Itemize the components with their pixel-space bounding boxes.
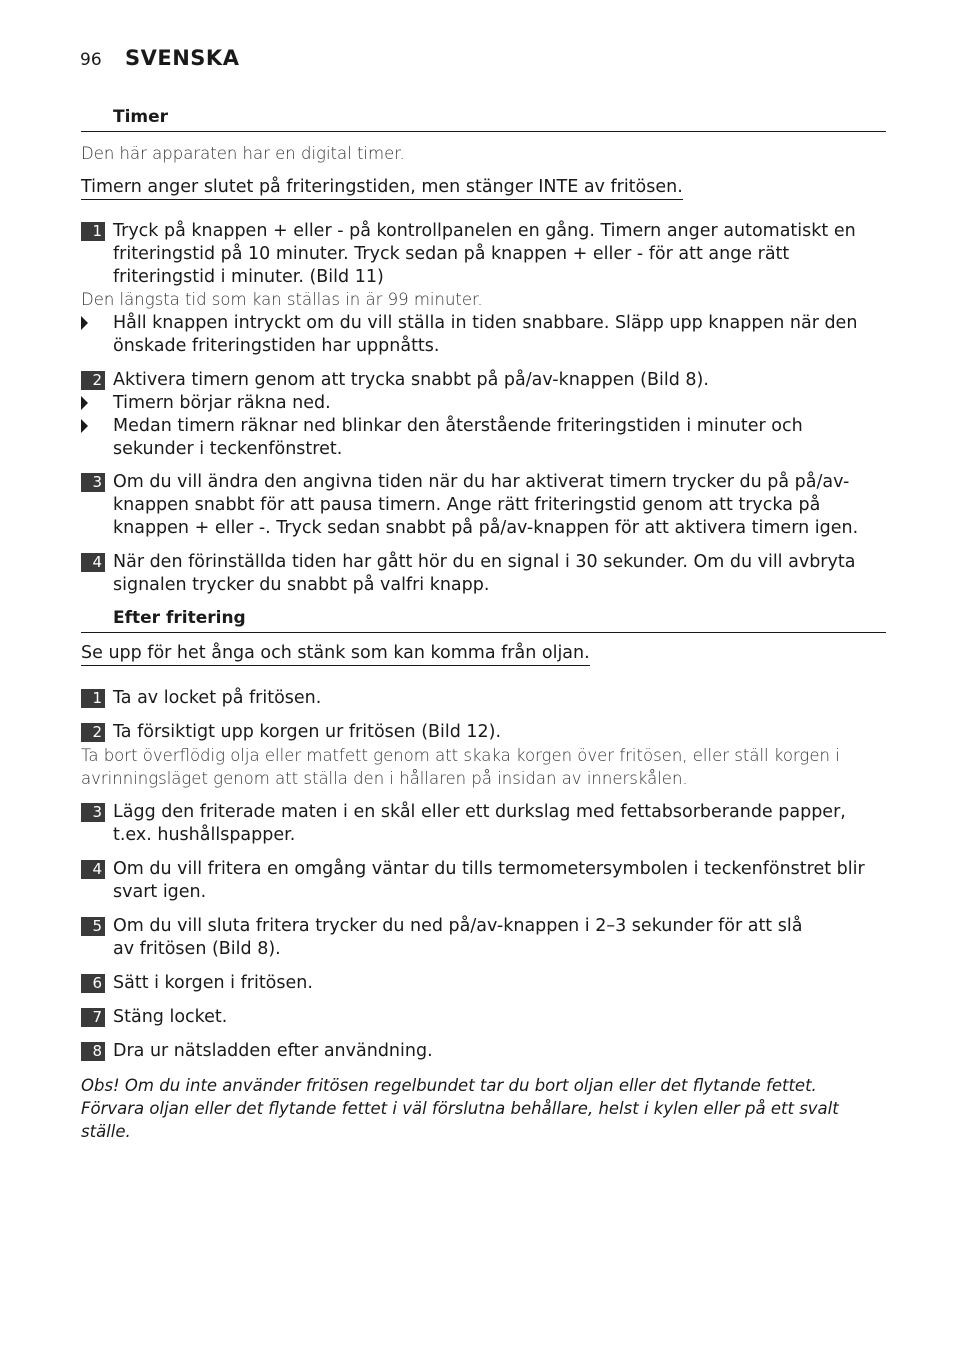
bullet-text: Medan timern räknar ned blinkar den återstående friteringstiden i minuter och sekunder i teckenfönstret. [113,416,803,459]
timer-note: Den längsta tid som kan ställas in är 99 minuter. [81,290,483,309]
timer-warning: Timern anger slutet på friteringstiden, men stänger INTE av fritösen. [81,176,683,200]
after-step-2 [81,721,891,744]
step-text: Dra ur nätsladden efter användning. [113,1041,433,1061]
step-number: 6 [81,974,105,993]
after-step-7 [81,1006,891,1029]
step-text: Aktivera timern genom att trycka snabbt på på/av-knappen (Bild 8). [113,370,709,390]
page-number: 96 [80,50,102,70]
bullet-icon [81,419,88,433]
timer-bullet-2 [81,392,891,415]
timer-step-1 [81,220,891,290]
step-text: Ta försiktigt upp korgen ur fritösen (Bild 12). [113,722,502,742]
step-number: 7 [81,1008,105,1027]
after-note: Ta bort överflödig olja eller matfett genom att skaka korgen över fritösen, eller ställ korgen i avrinningsläget genom att ställa den i hållaren på insidan av innerskålen. [81,746,840,788]
after-step-8 [81,1040,891,1063]
step-number: 3 [81,803,105,822]
obs-note: Obs! Om du inte använder fritösen regelbundet tar du bort oljan eller det flytande fettet. Förvara oljan eller det flytande fettet i väl förslutna behållare, helst i kylen eller på ett svalt ställe. [81,1076,839,1141]
step-text: Sätt i korgen i fritösen. [113,973,313,993]
step-number: 2 [81,371,105,390]
bullet-icon [81,396,88,410]
timer-step-3 [81,471,891,540]
bullet-text: Håll knappen intryckt om du vill ställa in tiden snabbare. Släpp upp knappen när den önskade friteringstiden har uppnåtts. [113,313,858,356]
timer-step-2 [81,369,891,392]
after-step-5 [81,915,891,961]
step-number: 3 [81,473,105,492]
after-step-1 [81,687,891,710]
timer-step-4 [81,551,891,597]
step-text: När den förinställda tiden har gått hör du en signal i 30 sekunder. Om du vill avbryta signalen trycker du snabbt på valfri knapp. [113,552,856,595]
language-heading: SVENSKA [125,46,240,70]
bullet-text: Timern börjar räkna ned. [113,393,331,413]
step-text: Stäng locket. [113,1007,228,1027]
step-number: 1 [81,689,105,708]
section-heading-after [81,608,886,633]
step-text: Ta av locket på fritösen. [113,688,322,708]
section-title: Efter fritering [113,608,246,628]
step-number: 5 [81,917,105,936]
step-number: 2 [81,723,105,742]
step-text: Lägg den friterade maten i en skål eller ett durkslag med fettabsorberande papper, t.ex. hushållspapper. [113,802,846,845]
after-step-3 [81,801,891,847]
section-title: Timer [113,107,169,127]
step-text: Om du vill sluta fritera trycker du ned på/av-knappen i 2–3 sekunder för att slå av fritösen (Bild 8). [113,916,803,959]
step-text: Om du vill fritera en omgång väntar du tills termometersymbolen i teckenfönstret blir svart igen. [113,859,865,902]
after-step-4 [81,858,891,904]
step-number: 1 [81,222,105,241]
timer-bullet-1 [81,312,891,358]
step-text: Tryck på knappen + eller - på kontrollpanelen en gång. Timern anger automatiskt en friteringstid på 10 minuter. Tryck sedan på knappen + eller - för att ange rätt friteringstid i minuter. (Bild 11) [113,221,856,287]
after-warning: Se upp för het ånga och stänk som kan komma från oljan. [81,642,590,666]
step-number: 4 [81,553,105,572]
timer-bullet-3 [81,415,891,461]
step-number: 4 [81,860,105,879]
timer-intro: Den här apparaten har en digital timer. [81,144,405,163]
step-number: 8 [81,1042,105,1061]
after-step-6 [81,972,891,995]
section-heading-timer [81,107,886,132]
bullet-icon [81,316,88,330]
step-text: Om du vill ändra den angivna tiden när du har aktiverat timern trycker du på på/av-knappen snabbt för att pausa timern. Ange rätt friteringstid genom att trycka på knappen + eller -. Tryck sedan snabbt på på/av-knappen för att aktivera timern igen. [113,472,859,538]
